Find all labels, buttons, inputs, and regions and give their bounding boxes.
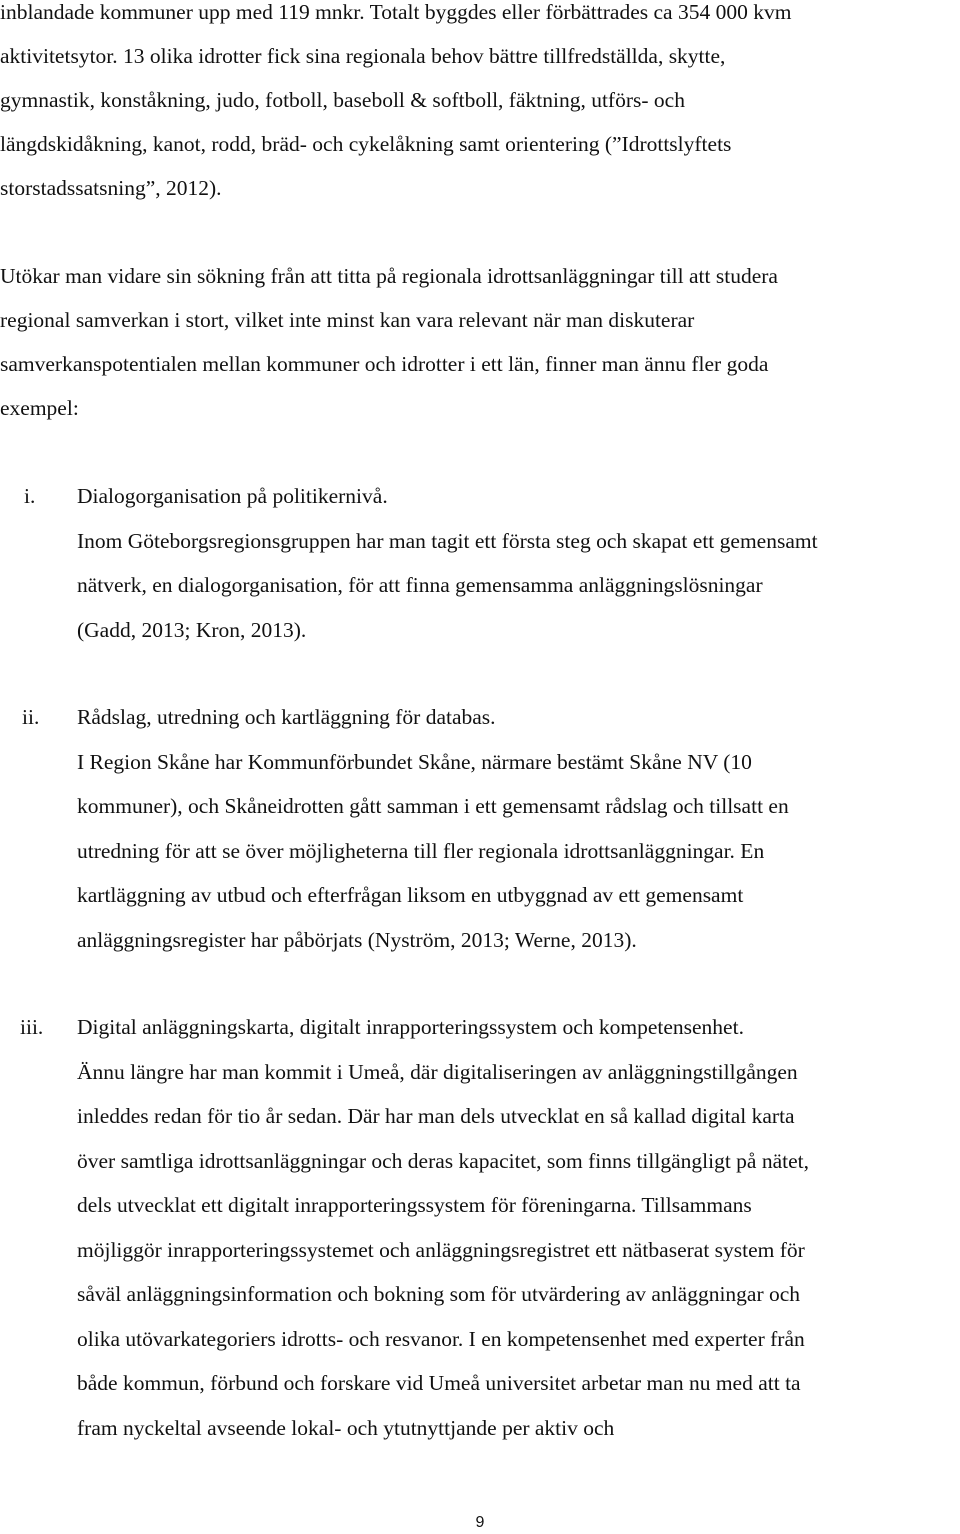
text-line: fram nyckeltal avseende lokal- och ytutnyttjande per aktiv och (77, 1416, 615, 1440)
list-numeral: ii. (22, 705, 40, 729)
text-line: aktivitetsytor. 13 olika idrotter fick sina regionala behov bättre tillfredställda, skytte, (0, 44, 726, 68)
text-line: Ännu längre har man kommit i Umeå, där digitaliseringen av anläggningstillgången (77, 1060, 798, 1084)
text-line: kommuner), och Skåneidrotten gått samman i ett gemensamt rådslag och tillsatt en (77, 794, 789, 818)
text-line: inleddes redan för tio år sedan. Där har man dels utvecklat en så kallad digital karta (77, 1104, 795, 1128)
text-line: I Region Skåne har Kommunförbundet Skåne, närmare bestämt Skåne NV (10 (77, 750, 752, 774)
text-line: såväl anläggningsinformation och bokning som för utvärdering av anläggningar och (77, 1282, 801, 1306)
text-line: nätverk, en dialogorganisation, för att finna gemensamma anläggningslösningar (77, 573, 763, 597)
text-line: exempel: (0, 396, 79, 420)
page-number: 9 (475, 1514, 485, 1531)
list-numeral: iii. (20, 1015, 44, 1039)
text-line: Utökar man vidare sin sökning från att titta på regionala idrottsanläggningar till att studera (0, 264, 778, 288)
text-line: gymnastik, konståkning, judo, fotboll, baseboll & softboll, fäktning, utförs- och (0, 88, 685, 112)
list-item-heading: Rådslag, utredning och kartläggning för databas. (77, 705, 496, 729)
text-line: regional samverkan i stort, vilket inte minst kan vara relevant när man diskuterar (0, 308, 695, 332)
text-line: kartläggning av utbud och efterfrågan liksom en utbyggnad av ett gemensamt (77, 883, 744, 907)
text-line: över samtliga idrottsanläggningar och deras kapacitet, som finns tillgängligt på nätet, (77, 1149, 809, 1173)
list-numeral: i. (24, 484, 36, 508)
text-line: utredning för att se över möjligheterna till fler regionala idrottsanläggningar. En (77, 839, 765, 863)
text-line: både kommun, förbund och forskare vid Umeå universitet arbetar man nu med att ta (77, 1371, 801, 1395)
text-line: inblandade kommuner upp med 119 mnkr. Totalt byggdes eller förbättrades ca 354 000 kvm (0, 0, 792, 24)
text-line: längdskidåkning, kanot, rodd, bräd- och cykelåkning samt orientering (”Idrottslyftets (0, 132, 732, 156)
text-line: Inom Göteborgsregionsgruppen har man tagit ett första steg och skapat ett gemensamt (77, 529, 818, 553)
list-item-heading: Digital anläggningskarta, digitalt inrapporteringssystem och kompetensenhet. (77, 1015, 744, 1039)
text-line: olika utövarkategoriers idrotts- och resvanor. I en kompetensenhet med experter från (77, 1327, 805, 1351)
text-line: dels utvecklat ett digitalt inrapporteringssystem för föreningarna. Tillsammans (77, 1193, 752, 1217)
text-line: möjliggör inrapporteringssystemet och anläggningsregistret ett nätbaserat system för (77, 1238, 805, 1262)
text-line: anläggningsregister har påbörjats (Nyström, 2013; Werne, 2013). (77, 928, 637, 952)
list-item-heading: Dialogorganisation på politikernivå. (77, 484, 388, 508)
text-line: storstadssatsning”, 2012). (0, 176, 222, 200)
text-line: (Gadd, 2013; Kron, 2013). (77, 618, 307, 642)
text-line: samverkanspotentialen mellan kommuner och idrotter i ett län, finner man ännu fler goda (0, 352, 769, 376)
